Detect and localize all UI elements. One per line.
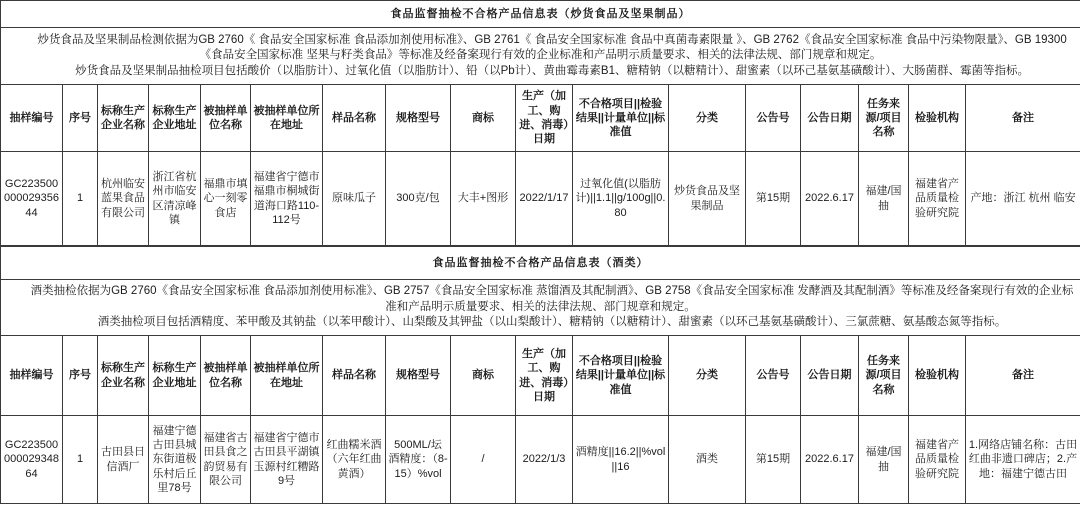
header-row (1, 336, 1080, 416)
category-header: 分类 (669, 336, 746, 416)
specification-cell: 300克/包 (386, 152, 451, 246)
producer-name-cell: 杭州临安蓝果食品有限公司 (98, 152, 149, 246)
serial-number-header: 序号 (63, 336, 98, 416)
sampled-unit-address-header: 被抽样单位所在地址 (251, 85, 323, 152)
task-source-cell: 福建/国抽 (859, 152, 909, 246)
notes-standards-paragraph: 酒类抽检依据为GB 2760《食品安全国家标准 食品添加剂使用标准》、GB 2757《食品安全国家标准 蒸馏酒及其配制酒》、GB 2758《食品安全国家标准 发酵酒及其配制酒》等标准及经备案现行有效的企业标准和产品明示质量要求、相关的法律法规、部门规章和规定。 (30, 285, 1074, 313)
table-row (1, 416, 1080, 504)
specification-header: 规格型号 (386, 336, 451, 416)
remarks-cell: 产地：浙江 杭州 临安 (966, 152, 1080, 246)
producer-address-cell: 福建宁德古田县城东街道极乐村后丘里78号 (149, 416, 201, 504)
inspection-agency-header: 检验机构 (909, 85, 966, 152)
production-date-header: 生产（加工、购进、消毒）日期 (516, 85, 573, 152)
failed-item-header: 不合格项目||检验结果||计量单位||标准值 (573, 85, 669, 152)
table-notes-nuts (1, 28, 1080, 85)
production-date-header: 生产（加工、购进、消毒）日期 (516, 336, 573, 416)
sample-name-cell: 红曲糯米酒（六年红曲黄酒） (323, 416, 386, 504)
sampled-unit-address-cell: 福建省宁德市福鼎市桐城街道海口路110-112号 (251, 152, 323, 246)
failed-item-header: 不合格项目||检验结果||计量单位||标准值 (573, 336, 669, 416)
production-date-cell: 2022/1/3 (516, 416, 573, 504)
table-title-nuts: 食品监督抽检不合格产品信息表（炒货食品及坚果制品） (1, 1, 1080, 28)
inspection-agency-cell: 福建省产品质量检验研究院 (909, 152, 966, 246)
alcohol-products-table (0, 246, 1080, 504)
inspection-agency-cell: 福建省产品质量检验研究院 (909, 416, 966, 504)
task-source-header: 任务来源/项目名称 (859, 336, 909, 416)
sampled-unit-address-cell: 福建省宁德市古田县平湖镇玉源村红糟路9号 (251, 416, 323, 504)
failed-item-cell: 过氧化值(以脂肪计)||1.1||g/100g||0.80 (573, 152, 669, 246)
serial-number-cell: 1 (63, 416, 98, 504)
notes-standards-paragraph: 炒货食品及坚果制品检测依据为GB 2760《 食品安全国家标准 食品添加剂使用标准》、GB 2761《 食品安全国家标准 食品中真菌毒素限量 》、GB 2762《食品安全国家标准 食品中污染物限量》、GB 19300《食品安全国家标准 坚果与籽类食品》等标准及经备案现行有效的企业标准和产品明示质量要求、相关的法律法规、部门规章和规定。 (37, 33, 1067, 62)
bulletin-date-header: 公告日期 (801, 336, 859, 416)
sample-number-header: 抽样编号 (1, 336, 63, 416)
specification-cell: 500ML/坛 酒精度：（8-15）%vol (386, 416, 451, 504)
trademark-header: 商标 (451, 336, 516, 416)
bulletin-number-header: 公告号 (746, 85, 801, 152)
sampled-unit-name-header: 被抽样单位名称 (201, 336, 251, 416)
sampled-unit-name-cell: 福鼎市填心一刻零食店 (201, 152, 251, 246)
sampled-unit-address-header: 被抽样单位所在地址 (251, 336, 323, 416)
serial-number-cell: 1 (63, 152, 98, 246)
sampled-unit-name-header: 被抽样单位名称 (201, 85, 251, 152)
serial-number-header: 序号 (63, 85, 98, 152)
producer-name-header: 标称生产企业名称 (98, 85, 149, 152)
table-row (1, 152, 1080, 246)
sample-number-header: 抽样编号 (1, 85, 63, 152)
producer-name-header: 标称生产企业名称 (98, 336, 149, 416)
sample-number-cell: GC22350000002935644 (1, 152, 63, 246)
bulletin-date-cell: 2022.6.17 (801, 152, 859, 246)
sampled-unit-name-cell: 福建省古田县食之韵贸易有限公司 (201, 416, 251, 504)
sample-name-header: 样品名称 (323, 336, 386, 416)
inspection-agency-header: 检验机构 (909, 336, 966, 416)
category-cell: 酒类 (669, 416, 746, 504)
notes-items-paragraph: 酒类抽检项目包括酒精度、苯甲酸及其钠盐（以苯甲酸计）、山梨酸及其钾盐（以山梨酸计）、糖精钠（以糖精计）、甜蜜素（以环己基氨基磺酸计）、三氯蔗糖、氨基酸态氮等指标。 (97, 316, 1007, 329)
table-notes-alcohol (1, 280, 1080, 336)
category-cell: 炒货食品及坚果制品 (669, 152, 746, 246)
table-title-alcohol: 食品监督抽检不合格产品信息表（酒类） (1, 247, 1080, 280)
remarks-header: 备注 (966, 336, 1080, 416)
trademark-cell: 大丰+图形 (451, 152, 516, 246)
task-source-header: 任务来源/项目名称 (859, 85, 909, 152)
failed-item-cell: 酒精度||16.2||%vol||16 (573, 416, 669, 504)
producer-address-header: 标称生产企业地址 (149, 336, 201, 416)
header-row (1, 85, 1080, 152)
producer-address-header: 标称生产企业地址 (149, 85, 201, 152)
bulletin-number-header: 公告号 (746, 336, 801, 416)
notes-items-paragraph: 炒货食品及坚果制品抽检项目包括酸价（以脂肪计）、过氧化值（以脂肪计）、铅（以Pb计）、黄曲霉毒素B1、糖精钠（以糖精计）、甜蜜素（以环己基氨基磺酸计）、大肠菌群、霉菌等指标。 (75, 64, 1029, 77)
sample-name-header: 样品名称 (323, 85, 386, 152)
category-header: 分类 (669, 85, 746, 152)
specification-header: 规格型号 (386, 85, 451, 152)
producer-address-cell: 浙江省杭州市临安区清凉峰镇 (149, 152, 201, 246)
nuts-products-table (0, 0, 1080, 246)
sample-number-cell: GC22350000002934864 (1, 416, 63, 504)
producer-name-cell: 古田县日信酒厂 (98, 416, 149, 504)
trademark-header: 商标 (451, 85, 516, 152)
bulletin-date-header: 公告日期 (801, 85, 859, 152)
remarks-cell: 1.网络店铺名称：古田红曲非遗口碑店；2.产地：福建宁德古田 (966, 416, 1080, 504)
sample-name-cell: 原味瓜子 (323, 152, 386, 246)
trademark-cell: / (451, 416, 516, 504)
task-source-cell: 福建/国抽 (859, 416, 909, 504)
bulletin-number-cell: 第15期 (746, 416, 801, 504)
production-date-cell: 2022/1/17 (516, 152, 573, 246)
remarks-header: 备注 (966, 85, 1080, 152)
bulletin-date-cell: 2022.6.17 (801, 416, 859, 504)
bulletin-number-cell: 第15期 (746, 152, 801, 246)
